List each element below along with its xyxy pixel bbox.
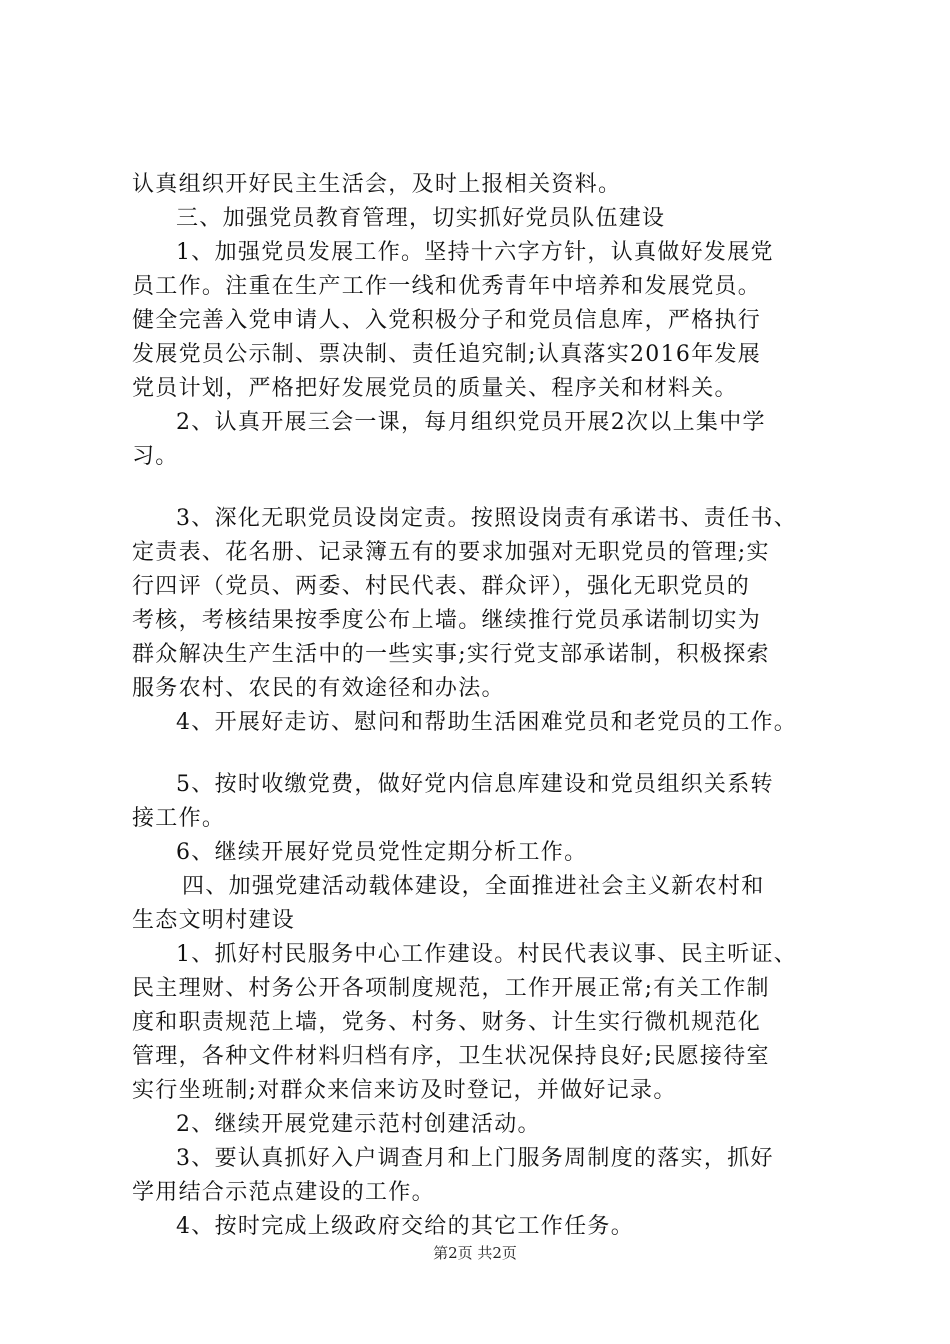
paragraph-line: 5、按时收缴党费，做好党内信息库建设和党员组织关系转 <box>176 772 774 797</box>
paragraph-line: 实行坐班制;对群众来信来访及时登记，并做好记录。 <box>132 1078 677 1103</box>
paragraph-line: 考核，考核结果按季度公布上墙。继续推行党员承诺制切实为 <box>132 608 762 633</box>
paragraph-line: 接工作。 <box>132 806 226 831</box>
paragraph-line: 群众解决生产生活中的一些实事;实行党支部承诺制，积极探索 <box>132 642 770 667</box>
page-footer: 第2页 共2页 <box>433 1244 517 1262</box>
paragraph-line: 度和职责规范上墙，党务、村务、财务、计生实行微机规范化 <box>132 1010 762 1035</box>
paragraph-line: 管理，各种文件材料归档有序，卫生状况保持良好;民愿接待室 <box>132 1044 770 1069</box>
paragraph-line: 民主理财、村务公开各项制度规范，工作开展正常;有关工作制 <box>132 976 770 1001</box>
paragraph-line: 4、开展好走访、慰问和帮助生活困难党员和老党员的工作。 <box>176 710 798 735</box>
section-heading-line: 四、加强党建活动载体建设，全面推进社会主义新农村和 <box>182 874 765 899</box>
paragraph-line: 3、要认真抓好入户调查月和上门服务周制度的落实，抓好 <box>176 1146 774 1171</box>
section-heading-line: 生态文明村建设 <box>132 908 296 933</box>
paragraph-line: 2、继续开展党建示范村创建活动。 <box>176 1112 541 1137</box>
paragraph-line: 4、按时完成上级政府交给的其它工作任务。 <box>176 1214 634 1239</box>
paragraph-gap <box>132 474 832 502</box>
paragraph-line: 健全完善入党申请人、入党积极分子和党员信息库，严格执行 <box>132 308 762 333</box>
paragraph-line: 1、抓好村民服务中心工作建设。村民代表议事、民主听证、 <box>176 942 798 967</box>
paragraph-line: 三、加强党员教育管理，切实抓好党员队伍建设 <box>176 206 666 231</box>
paragraph-line: 党员计划，严格把好发展党员的质量关、程序关和材料关。 <box>132 376 738 401</box>
document-body <box>132 168 832 1244</box>
paragraph-gap <box>132 740 832 768</box>
paragraph-line: 6、继续开展好党员党性定期分析工作。 <box>176 840 588 865</box>
paragraph-line: 发展党员公示制、票决制、责任追究制;认真落实2016年发展 <box>132 342 762 367</box>
paragraph-line: 学用结合示范点建设的工作。 <box>132 1180 435 1205</box>
paragraph-line: 行四评（党员、两委、村民代表、群众评），强化无职党员的 <box>132 574 751 599</box>
paragraph-line: 认真组织开好民主生活会，及时上报相关资料。 <box>132 172 622 197</box>
paragraph-line: 2、认真开展三会一课，每月组织党员开展2次以上集中学 <box>176 410 766 435</box>
paragraph-line: 习。 <box>132 444 179 469</box>
paragraph-line: 定责表、花名册、记录簿五有的要求加强对无职党员的管理;实 <box>132 540 770 565</box>
paragraph-line: 3、深化无职党员设岗定责。按照设岗责有承诺书、责任书、 <box>176 506 798 531</box>
paragraph-line: 服务农村、农民的有效途径和办法。 <box>132 676 505 701</box>
paragraph-line: 员工作。注重在生产工作一线和优秀青年中培养和发展党员。 <box>132 274 762 299</box>
paragraph-line: 1、加强党员发展工作。坚持十六字方针，认真做好发展党 <box>176 240 774 265</box>
